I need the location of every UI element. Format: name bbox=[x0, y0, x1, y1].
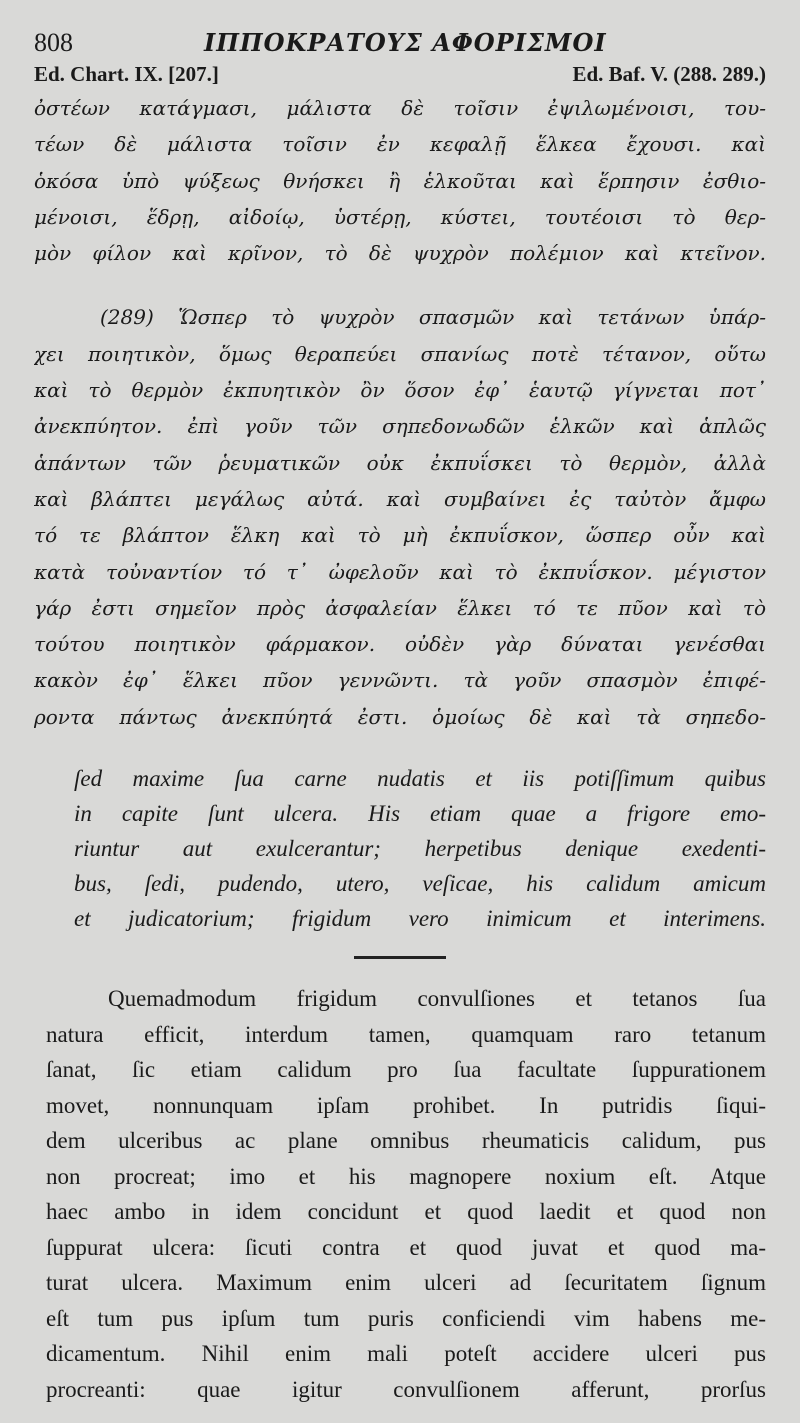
text-line: procreanti: quae igitur convulſionem afferunt, prorſus bbox=[46, 1376, 766, 1402]
greek-text-block-2 bbox=[34, 299, 766, 735]
text-line: non procreat; imo et his magnopere noxium eſt. Atque bbox=[46, 1163, 766, 1189]
text-line: haec ambo in idem concidunt et quod laedit et quod non bbox=[46, 1199, 766, 1225]
section-divider bbox=[354, 956, 446, 959]
text-line: ἁπάντων τῶν ῥευματικῶν οὐκ ἐκπυΐσκει τὸ θερμὸν, ἀλλὰ bbox=[34, 450, 766, 475]
edition-references bbox=[34, 62, 766, 88]
text-line: Quemadmodum frigidum convulſiones et tetanos ſua bbox=[108, 986, 766, 1012]
text-line: καὶ τὸ θερμὸν ἐκπυητικὸν ὂν ὅσον ἐφ᾽ ἑαυτῷ γίγνεται ποτ᾽ bbox=[34, 378, 766, 403]
edition-reference-right: Ed. Baf. V. (288. 289.) bbox=[572, 62, 766, 86]
text-line: τούτου ποιητικὸν φάρμακον. οὐδὲν γὰρ δύναται γενέσθαι bbox=[34, 632, 766, 657]
text-line: eſt tum pus ipſum tum puris conficiendi vim habens me- bbox=[46, 1305, 766, 1331]
text-line: χει ποιητικὸν, ὅμως θεραπεύει σπανίως ποτὲ τέτανον, οὕτω bbox=[34, 341, 766, 366]
page-number: 808 bbox=[34, 28, 73, 57]
latin-translation-italic bbox=[74, 761, 766, 936]
text-line: ροντα πάντως ἀνεκπύητά ἐστι. ὁμοίως δὲ καὶ τὰ σηπεδο- bbox=[34, 704, 766, 729]
text-line: movet, nonnunquam ipſam prohibet. In putridis ſiqui- bbox=[46, 1092, 766, 1118]
text-line: τέων δὲ μάλιστα τοῖσιν ἐν κεφαλῇ ἕλκεα ἔχουσι. καὶ bbox=[34, 132, 766, 157]
text-line: bus, ſedi, pudendo, utero, veſicae, his calidum amicum bbox=[74, 871, 766, 897]
text-line: μὸν φίλον καὶ κρῖνον, τὸ δὲ ψυχρὸν πολέμιον καὶ κτεῖνον. bbox=[34, 241, 766, 266]
text-line: ὁκόσα ὑπὸ ψύξεως θνήσκει ἢ ἑλκοῦται καὶ ἕρπησιν ἐσθιο- bbox=[34, 168, 766, 193]
running-title: ΙΠΠΟΚΡΑΤΟΥΣ ΑΦΟΡΙΣΜΟΙ bbox=[204, 28, 607, 57]
text-line: μένοισι, ἕδρῃ, αἰδοίῳ, ὑστέρῃ, κύστει, τουτέοισι τὸ θερ- bbox=[34, 204, 766, 229]
text-line: turat ulcera. Maximum enim ulceri ad ſecuritatem ſignum bbox=[46, 1270, 766, 1296]
text-line: dem ulceribus ac plane omnibus rheumaticis calidum, pus bbox=[46, 1128, 766, 1154]
text-line: et judicatorium; frigidum vero inimicum et interimens. bbox=[74, 906, 766, 932]
text-line: κατὰ τοὐναντίον τό τ᾽ ὠφελοῦν καὶ τὸ ἐκπυΐσκον. μέγιστον bbox=[34, 559, 766, 584]
text-line: τό τε βλάπτον ἕλκη καὶ τὸ μὴ ἐκπυΐσκον, ὥσπερ οὖν καὶ bbox=[34, 523, 766, 548]
text-line: natura efficit, interdum tamen, quamquam raro tetanum bbox=[46, 1021, 766, 1047]
text-line: dicamentum. Nihil enim mali poteſt accidere ulceri pus bbox=[46, 1341, 766, 1367]
text-line: in capite ſunt ulcera. His etiam quae a frigore emo- bbox=[74, 801, 766, 827]
page-header bbox=[34, 28, 766, 62]
text-line: κακὸν ἐφ᾽ ἕλκει πῦον γεννῶντι. τὰ γοῦν σπασμὸν ἐπιφέ- bbox=[34, 668, 766, 693]
text-line: γάρ ἐστι σημεῖον πρὸς ἀσφαλείαν ἕλκει τό τε πῦον καὶ τὸ bbox=[34, 595, 766, 620]
text-line: (289) Ὥσπερ τὸ ψυχρὸν σπασμῶν καὶ τετάνων ὑπάρ- bbox=[100, 305, 766, 330]
text-line: καὶ βλάπτει μεγάλως αὐτά. καὶ συμβαίνει ἐς ταὐτὸν ἄμφω bbox=[34, 486, 766, 511]
text-line: ὀστέων κατάγμασι, μάλιστα δὲ τοῖσιν ἐψιλωμένοισι, του- bbox=[34, 96, 766, 120]
text-line: ſanat, ſic etiam calidum pro ſua facultate ſuppurationem bbox=[46, 1057, 766, 1083]
edition-reference-left: Ed. Chart. IX. [207.] bbox=[34, 62, 219, 86]
latin-commentary bbox=[46, 981, 766, 1407]
text-line: ſuppurat ulcera: ſicuti contra et quod juvat et quod ma- bbox=[46, 1234, 766, 1260]
text-line: ἀνεκπύητον. ἐπὶ γοῦν τῶν σηπεδονωδῶν ἑλκῶν καὶ ἁπλῶς bbox=[34, 414, 766, 439]
text-line: riuntur aut exulcerantur; herpetibus denique exedenti- bbox=[74, 836, 766, 862]
text-line: ſed maxime ſua carne nudatis et iis potiſſimum quibus bbox=[74, 766, 766, 792]
greek-text-block-1 bbox=[34, 90, 766, 271]
